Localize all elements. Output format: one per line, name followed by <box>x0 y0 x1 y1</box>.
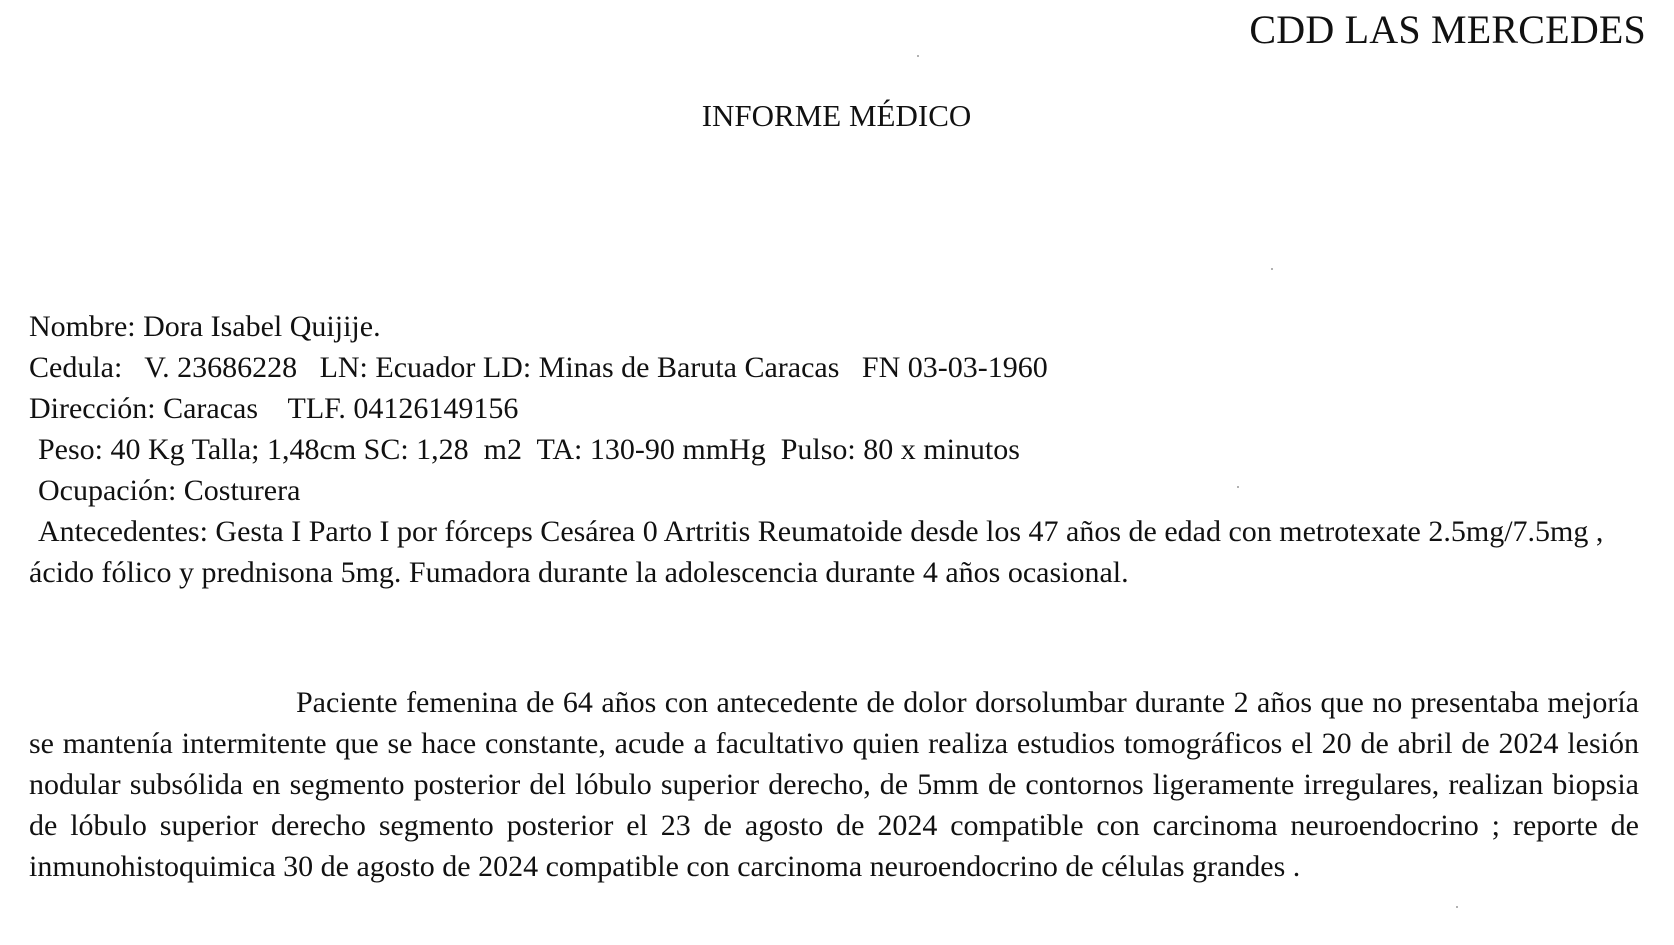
patient-info-block <box>29 306 1645 593</box>
institution-name: CDD LAS MERCEDES <box>1249 7 1646 52</box>
patient-history-paragraph <box>29 511 1645 593</box>
patient-vitals-line: Peso: 40 Kg Talla; 1,48cm SC: 1,28 m2 TA: 130-90 mmHg Pulso: 80 x minutos <box>38 433 1020 466</box>
scan-speck <box>1456 906 1458 908</box>
patient-address-line: Dirección: Caracas TLF. 04126149156 <box>29 392 519 425</box>
patient-id-line: Cedula: V. 23686228 LN: Ecuador LD: Minas de Baruta Caracas FN 03-03-1960 <box>29 351 1048 384</box>
report-title-text: INFORME MÉDICO <box>701 98 972 133</box>
scan-speck <box>917 55 919 57</box>
patient-history-text: Antecedentes: Gesta I Parto I por fórceps Cesárea 0 Artritis Reumatoide desde los 47 años de edad con metrotexate 2.5mg/7.5mg , ácido fólico y prednisona 5mg. Fumadora durante la adolescencia durante 4 años ocasional. <box>29 515 1604 589</box>
report-title <box>0 98 1674 134</box>
scan-speck <box>1271 268 1273 270</box>
scan-speck <box>1237 486 1239 488</box>
clinical-narrative-paragraph: Paciente femenina de 64 años con antecedente de dolor dorsolumbar durante 2 años que no presentaba mejoría se mantenía intermitente que se hace constante, acude a facultativo quien realiza estudios tomográficos el 20 de abril de 2024 lesión nodular subsólida en segmento posterior del lóbulo superior derecho, de 5mm de contornos ligeramente irregulares, realizan biopsia de lóbulo superior derecho segmento posterior el 23 de agosto de 2024 compatible con carcinoma neuroendocrino ; reporte de inmunohistoquimica 30 de agosto de 2024 compatible con carcinoma neuroendocrino de células grandes . <box>29 686 1639 883</box>
patient-name-line: Nombre: Dora Isabel Quijije. <box>29 310 381 343</box>
patient-occupation-line: Ocupación: Costurera <box>38 474 301 507</box>
